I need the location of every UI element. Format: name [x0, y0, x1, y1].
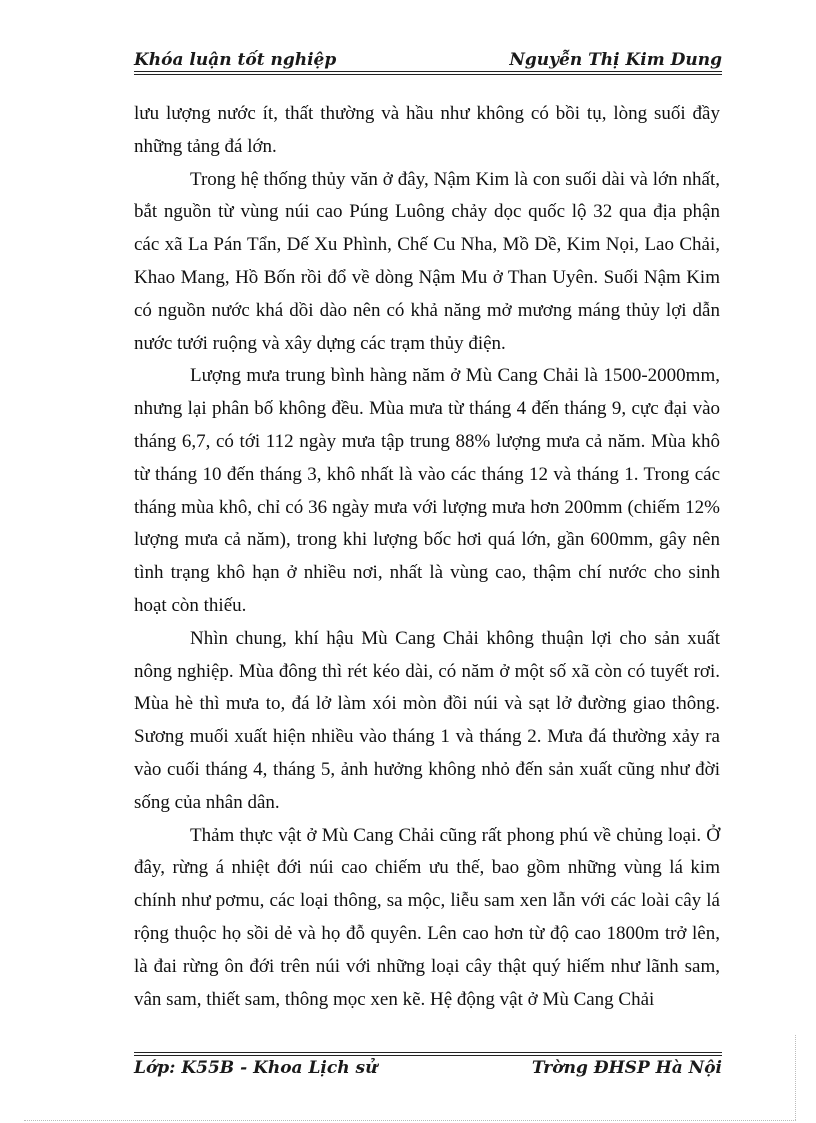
header-thesis-title: Khóa luận tốt nghiệp	[134, 50, 337, 70]
footer-class-label: Lớp: K55B - Khoa Lịch sử	[134, 1058, 378, 1078]
footer-divider	[134, 1052, 722, 1056]
page-footer	[134, 1052, 722, 1078]
paragraph-rainfall: Lượng mưa trung bình hàng năm ở Mù Cang Chải là 1500-2000mm, nhưng lại phân bố không đều. Mùa mưa từ tháng 4 đến tháng 9, cực đại vào tháng 6,7, có tới 112 ngày mưa tập trung 88% lượng mưa cả năm. Mùa khô từ tháng 10 đến tháng 3, khô nhất là vào các tháng 12 và tháng 1. Trong các tháng mùa khô, chỉ có 36 ngày mưa với lượng mưa hơn 200mm (chiếm 12% lượng mưa cả năm), trong khi lượng bốc hơi quá lớn, gần 600mm, gây nên tình trạng khô hạn ở nhiều nơi, nhất là vùng cao, thậm chí nước cho sinh hoạt còn thiếu.	[134, 365, 720, 616]
paragraph-hydrology: Trong hệ thống thủy văn ở đây, Nậm Kim là con suối dài và lớn nhất, bắt nguồn từ vùng núi cao Púng Luông chảy dọc quốc lộ 32 qua địa phận các xã La Pán Tẩn, Dế Xu Phình, Chế Cu Nha, Mồ Dề, Kim Nọi, Lao Chải, Khao Mang, Hồ Bốn rồi đổ về dòng Nậm Mu ở Than Uyên. Suối Nậm Kim có nguồn nước khá dồi dào nên có khả năng mở mương máng thủy lợi dẫn nước tưới ruộng và xây dựng các trạm thủy điện.	[134, 168, 720, 354]
header-author-name: Nguyễn Thị Kim Dung	[509, 50, 722, 70]
page-edge-bottom	[24, 1120, 796, 1121]
footer-school-label: Trờng ĐHSP Hà Nội	[531, 1058, 722, 1078]
page-header	[134, 50, 722, 74]
paragraph-vegetation: Thảm thực vật ở Mù Cang Chải cũng rất phong phú về chủng loại. Ở đây, rừng á nhiệt đới núi cao chiếm ưu thế, bao gồm những vùng lá kim chính như pơmu, các loại thông, sa mộc, liễu sam xen lẫn với các loài cây lá rộng thuộc họ sồi dẻ và họ đỗ quyên. Lên cao hơn từ độ cao 1800m trở lên, là đai rừng ôn đới trên núi với những loại cây thật quý hiếm như lãnh sam, vân sam, thiết sam, thông mọc xen kẽ. Hệ động vật ở Mù Cang Chải	[134, 824, 720, 1010]
paragraph-climate: Nhìn chung, khí hậu Mù Cang Chải không thuận lợi cho sản xuất nông nghiệp. Mùa đông thì rét kéo dài, có năm ở một số xã còn có tuyết rơi. Mùa hè thì mưa to, đá lở làm xói mòn đồi núi và sạt lở đường giao thông. Sương muối xuất hiện nhiều vào tháng 1 và tháng 2. Mưa đá thường xảy ra vào cuối tháng 4, tháng 5, ảnh hưởng không nhỏ đến sản xuất cũng như đời sống của nhân dân.	[134, 627, 720, 813]
header-divider	[134, 71, 722, 75]
document-body	[134, 98, 720, 1016]
paragraph-continuation: lưu lượng nước ít, thất thường và hầu như không có bồi tụ, lòng suối đầy những tảng đá lớn.	[134, 103, 720, 157]
page-edge-right	[795, 1035, 796, 1120]
